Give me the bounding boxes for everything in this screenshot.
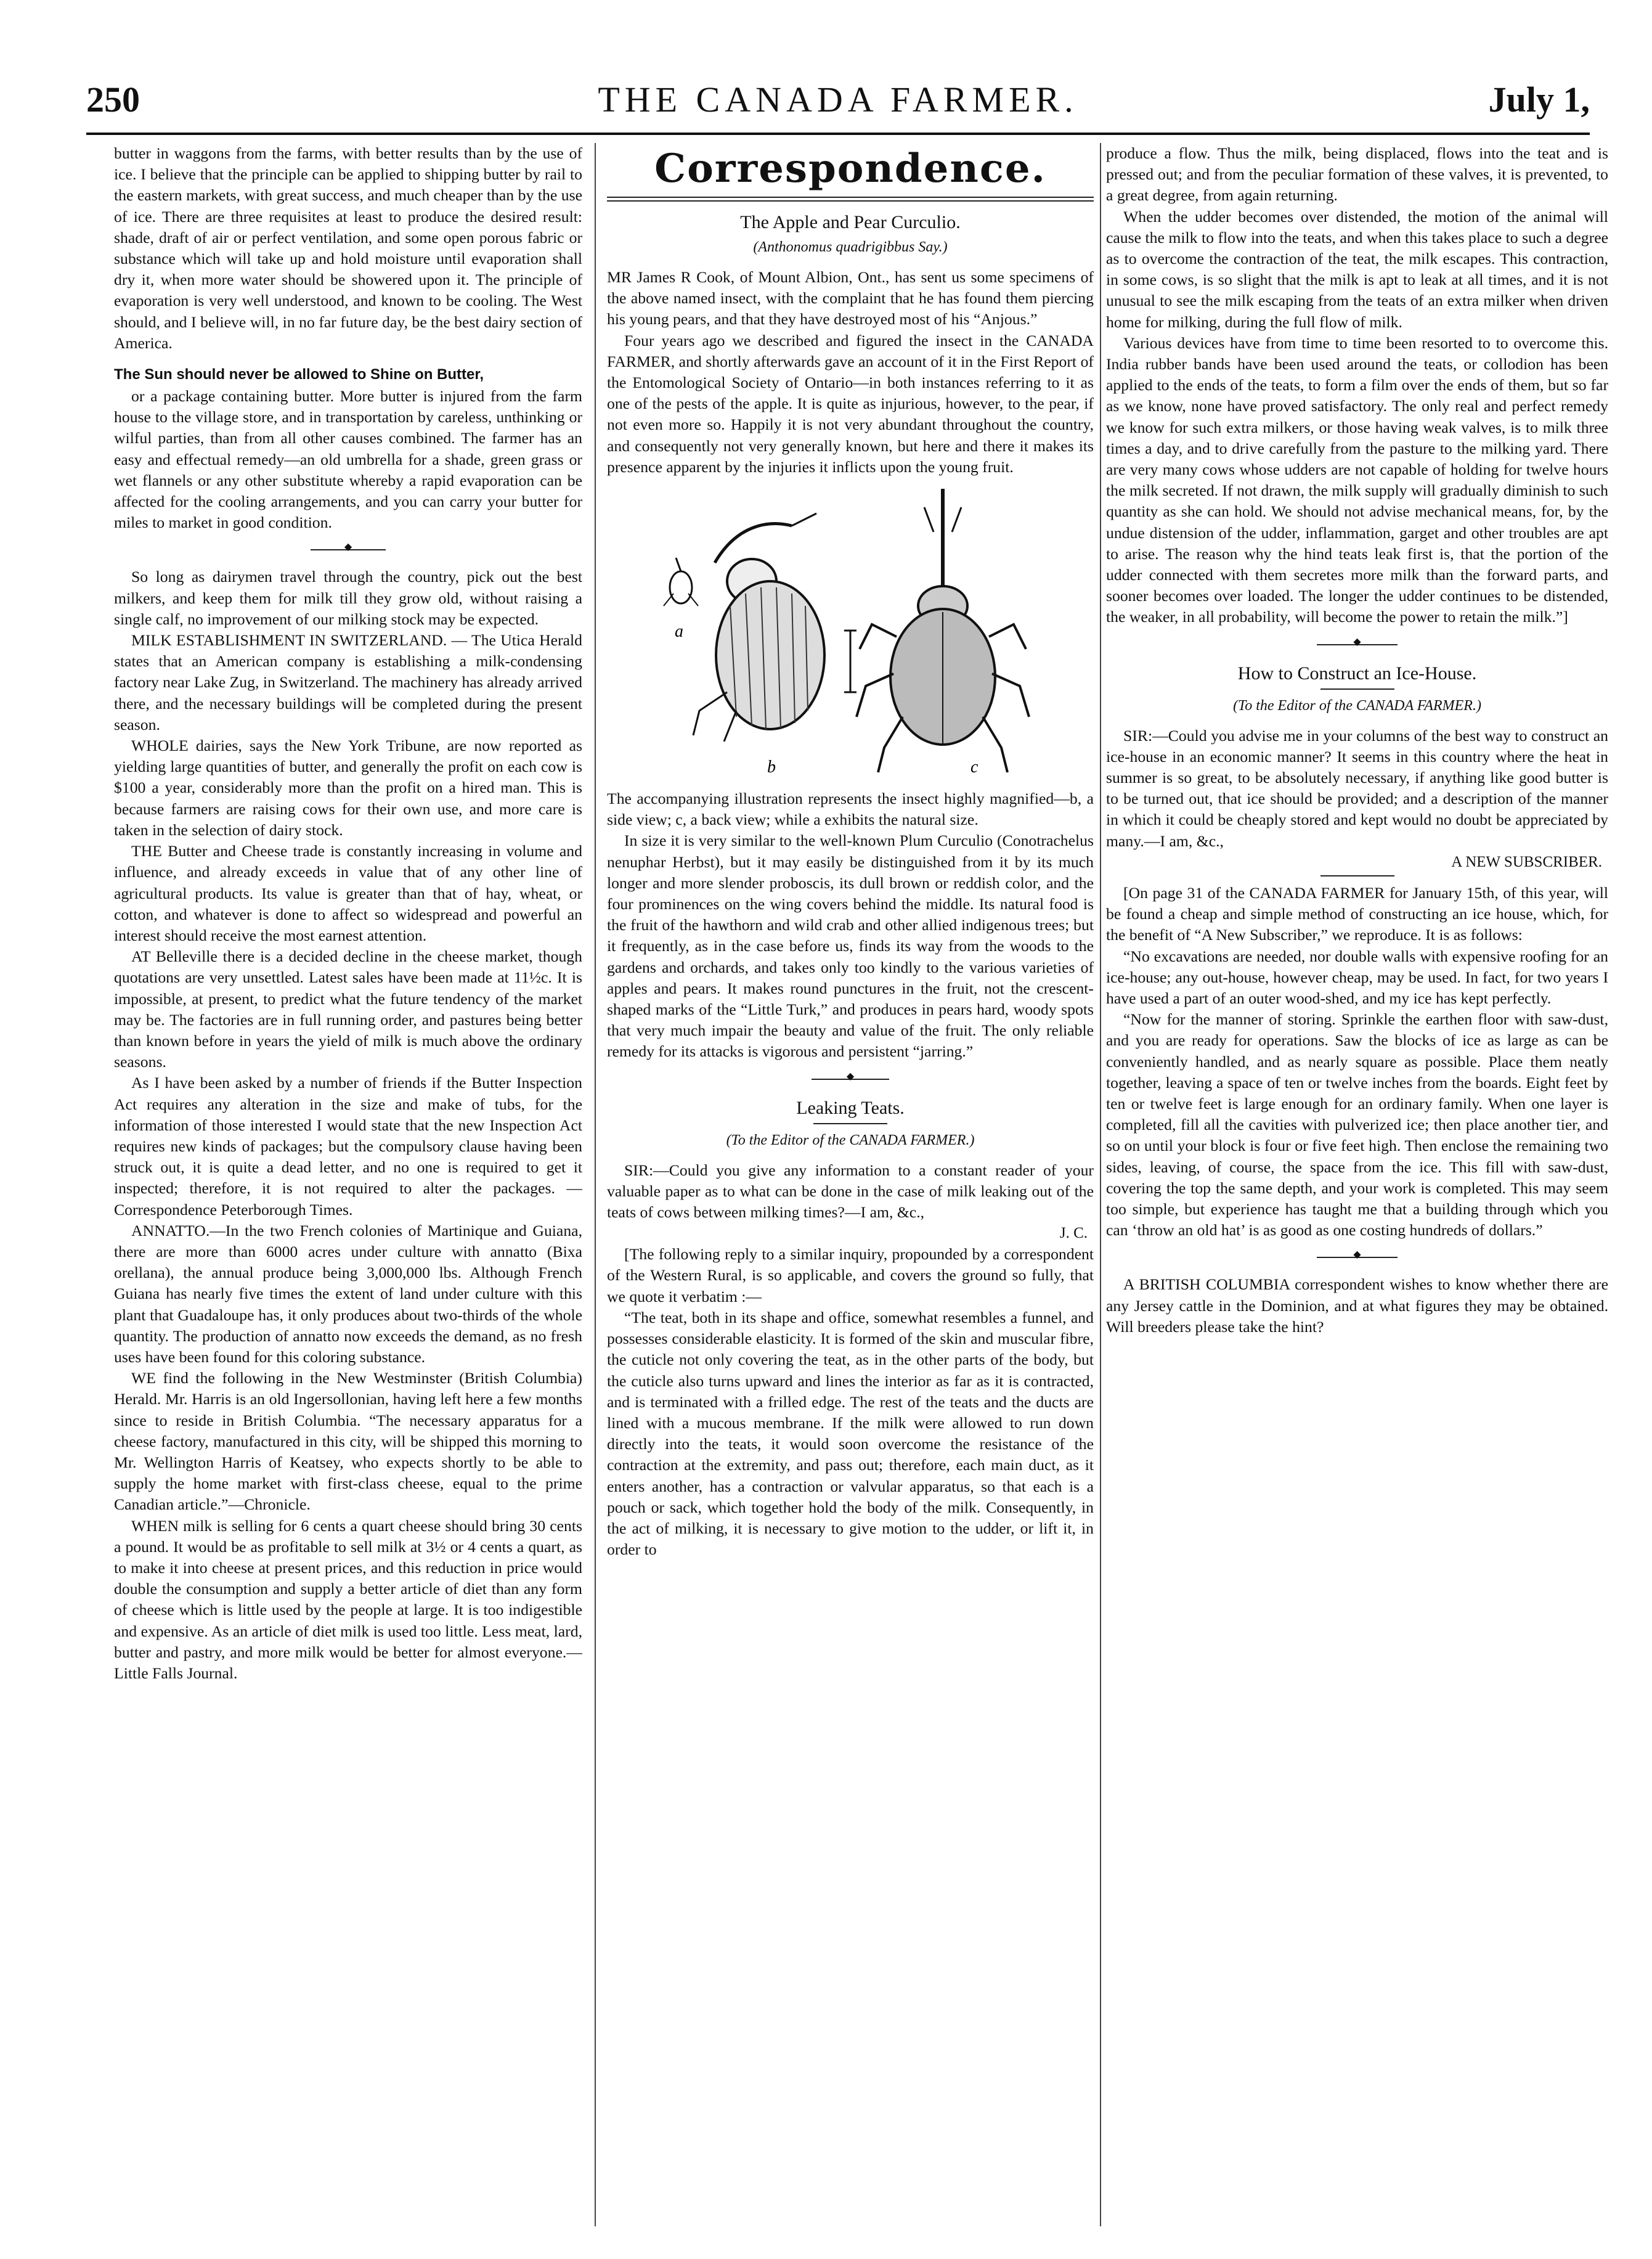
letter-paragraph: SIR:—Could you give any information to a constant reader of your valuable paper as to what can be done in the case of milk leaking out of the teats of cows between milking times?—I am, &c., — [607, 1161, 1094, 1222]
news-paragraph: So long as dairymen travel through the country, pick out the best milkers, and keep them for milk till they grow old, without raising a single calf, no improvement of our milking stock may be expected. — [114, 568, 582, 628]
section-ornament — [1106, 1254, 1608, 1260]
paragraph-heading: The Sun should never be allowed to Shine on Butter, — [114, 366, 484, 383]
weevil-natural-size — [664, 558, 698, 606]
figure-label-b: b — [767, 758, 776, 777]
page-number: 250 — [86, 80, 140, 120]
article-title: Leaking Teats. — [796, 1097, 905, 1118]
article-paragraph: produce a flow. Thus the milk, being displaced, flows into the teat and is pressed out; and from the peculiar formation of these valves, it is prevented, to a great degree, from again returning. — [1106, 144, 1608, 205]
title-rule — [813, 1123, 887, 1124]
newspaper-title: THE CANADA FARMER. — [598, 80, 1078, 120]
article-paragraph: When the udder becomes over distended, the motion of the animal will cause the milk to flow into the teats, and when this takes place to such a degree as to overcome the contraction of the teat, the milk escapes. This contraction, in some cows, is so slight that the milk is apt to leak at all times, and it is not unusual to see the milk escaping from the teats of an extra milker when driven home for milking, during the full flow of milk. — [1106, 207, 1608, 331]
figure-label-a: a — [675, 622, 683, 642]
masthead-rule — [86, 133, 1590, 135]
section-title: Correspondence. — [654, 145, 1046, 192]
weevil-engraving — [607, 489, 1094, 778]
article-paragraph: [On page 31 of the CANADA FARMER for January 15th, of this year, will be found a cheap and simple method of constructing an ice house, which, for the benefit of “A New Subscriber,” we reproduce. It is as follows: — [1106, 883, 1608, 944]
article-paragraph: Four years ago we described and figured the insect in the CANADA FARMER, and shortly afterwards gave an account of it in the First Report of the Entomological Society of Ontario—in both instances referring to it as one of the pests of the apple. It is quite as injurious, however, to the pear, if not even more so. Happily it is not very abundant throughout the country, and consequently not very generally known, but here and there it makes its presence apparent by the injuries it inflicts upon the young fruit. — [607, 331, 1094, 476]
article-paragraph: [The following reply to a similar inquiry, propounded by a correspondent of the Western Rural, is so applicable, and covers the ground so fully, that we quote it verbatim :— — [607, 1245, 1094, 1305]
news-paragraph: WHEN milk is selling for 6 cents a quart cheese should bring 30 cents a pound. It would be as profitable to sell milk at 3½ or 4 cents a quart, as to make it into cheese at present prices, and this reduction in price would double the consumption and supply a better article of diet than any form of cheese which is little used by the people at large. It is too indigestible and expensive. As an article of diet milk is used too little. Less meat, lard, butter and pastry, and more milk would be better for almost everyone.—Little Falls Journal. — [114, 1516, 582, 1683]
section-ornament — [1106, 642, 1608, 648]
article-subtitle: (Anthonomus quadrigibbus Say.) — [753, 239, 948, 255]
news-paragraph: MILK ESTABLISHMENT IN SWITZERLAND. — The Utica Herald states that an American company is establishing a milk-condensing factory near Lake Zug, in Switzerland. The machinery has already arrived there, and the necessary buildings will be completed during the present season. — [114, 631, 582, 733]
article-title: The Apple and Pear Curculio. — [740, 212, 961, 232]
title-rule — [1320, 688, 1394, 690]
news-paragraph: WHOLE dairies, says the New York Tribune, are now reported as yielding large quantities of butter, and generally the profit on each cow is $100 a year, considerably more than the profit on a hired man. This is because farmers are raising cows for their own use, and more care is taken in the selection of dairy stock. — [114, 737, 582, 839]
article-paragraph: “Now for the manner of storing. Sprinkle the earthen floor with saw-dust, and you are ready for operations. Saw the blocks of ice as large as can be conveniently handled, and as nearly square as possible. Place them neatly together, leaving a space of ten or twelve inches from the boards. Eight feet by ten or twelve feet is large enough for an ordinary family. When one layer is completed, fill all the cavities with pulverized ice; then place another tier, and so on until your block is four or five feet high. Then enclose the remaining two sides, leaving, of course, the space from the ice. This fill with saw-dust, covering the top the same depth, and your work is completed. This may seem too simple, but experience has taught me that a building through which you can ‘throw an old hat’ is as good as one costing hundreds of dollars.” — [1106, 1010, 1608, 1240]
figure-label-c: c — [970, 758, 979, 777]
news-paragraph: ANNATTO.—In the two French colonies of Martinique and Guiana, there are more than 6000 acres under culture with annatto (Bixa orellana), the annual produce being 3,000,000 lbs. Although French Guiana has nearly five times the extent of land under culture with this plant that Guadaloupe has, it only produces about two-thirds of the whole quantity. The production of annatto now exceeds the demand, as no fresh uses have been found for this coloring substance. — [114, 1221, 582, 1366]
masthead — [86, 74, 1590, 129]
column-rule — [595, 143, 596, 2226]
news-paragraph: THE Butter and Cheese trade is constantly increasing in volume and influence, and already exceeds in value that of any other line of agricultural products. Its value is greater than that of hay, wheat, or cotton, and whatever is done to affect so widespread and powerful an interest should receive the most earnest attention. — [114, 842, 582, 944]
article-paragraph: In size it is very similar to the well-known Plum Curculio (Conotrachelus nenuphar Herbst), but it may easily be distinguished from it by its much longer and more slender proboscis, its dull brown or reddish color, and the four prominences on the wing covers behind the middle. Its natural food is the fruit of the hawthorn and wild crab and other allied indigenous trees; but it frequently, as in the case before us, finds its way from the woods to the gardens and orchards, and takes only too kindly to the various varieties of apples and pears. It makes round punctures in the fruit, not the crescent-shaped marks of the “Little Turk,” and produces in pears hard, woody spots that very much impair the beauty and value of the fruit. The only reliable remedy for its attacks is vigorous and persistent “jarring.” — [607, 831, 1094, 1061]
article-paragraph: A BRITISH COLUMBIA correspondent wishes to know whether there are any Jersey cattle in the Dominion, and at what figures they may be obtained. Will breeders please take the hint? — [1106, 1275, 1608, 1336]
weevil-back-view — [857, 489, 1029, 772]
article-subtitle: (To the Editor of the CANADA FARMER.) — [1233, 697, 1481, 714]
column-1 — [114, 143, 582, 2226]
news-paragraph: WE find the following in the New Westminster (British Columbia) Herald. Mr. Harris is an old Ingersollonian, having left here a few months since to reside in British Columbia. “The necessary apparatus for a cheese factory, manufactured in this city, will be shipped this morning to Mr. Wellington Harris of Keatsey, who expects shortly to be able to supply the home market with first-class cheese, equal to the prime Canadian article.”—Chronicle. — [114, 1369, 582, 1514]
weevil-side-view — [693, 513, 824, 741]
article-paragraph: MR James R Cook, of Mount Albion, Ont., has sent us some specimens of the above named insect, with the complaint that he has found them piercing his young pears, and that they have destroyed most of his “Anjous.” — [607, 268, 1094, 329]
section-double-rule — [607, 197, 1094, 202]
section-ornament — [114, 547, 582, 553]
article-paragraph: The accompanying illustration represents the insect highly magnified—b, a side view; c, a back view; while a exhibits the natural size. — [607, 790, 1094, 829]
column-3 — [1106, 143, 1608, 2226]
section-ornament — [607, 1076, 1094, 1082]
news-paragraph: butter in waggons from the farms, with better results than by the use of ice. I believe that the principle can be applied to shipping butter by rail to the eastern markets, with great success, and much cheaper than by the use of ice. There are three requisites at least to produce the desired result: shade, draft of air or perfect ventilation, and some open porous fabric or substance which will take up and hold moisture until evaporation shall dry it, when more water should be showered upon it. The principle of evaporation is very well understood, and known to be cooling. The West should, and I believe will, in no far future day, be the best dairy section of America. — [114, 144, 582, 352]
letter-paragraph: SIR:—Could you advise me in your columns of the best way to construct an ice-house in an economic manner? It seems in this country where the heat in summer is so great, to be absolutely necessary, if anything like good butter is to be turned out, that ice should be provided; and a description of the manner in which it could be cheaply stored and kept would no doubt be appreciated by many.—I am, &c., — [1106, 726, 1608, 850]
news-paragraph: or a package containing butter. More butter is injured from the farm house to the village store, and in transportation by careless, unthinking or wilful parties, than from all other causes combined. The farmer has an easy and effectual remedy—an old umbrella for a shade, green grass or wet flannels or any other substitute whereby a rapid evaporation can be affected for the cooling arrangements, and you can carry your butter for miles to market in good condition. — [114, 387, 582, 532]
letter-signature: A NEW SUBSCRIBER. — [1451, 853, 1602, 870]
column-2 — [607, 143, 1094, 2226]
column-rule — [1100, 143, 1101, 2226]
article-title: How to Construct an Ice-House. — [1237, 663, 1477, 684]
news-paragraph: As I have been asked by a number of friends if the Butter Inspection Act requires any alteration in the size and make of tubs, for the information of those interested I would state that the new Inspection Act requires new kinds of packages; but the compulsory clause having been struck out, it is quite a dead letter, and no one is required to get it inspected; therefore, it is not required to alter the packages. —Correspondence Peterborough Times. — [114, 1074, 582, 1219]
curculio-illustration — [607, 489, 1094, 778]
article-paragraph: Various devices have from time to time been resorted to to overcome this. India rubber bands have been used around the teats, or collodion has been applied to the ends of the teats, to form a film over the ends of them, but so far as we know, none have proved satisfactory. The only real and perfect remedy we know for such extra milkers, or those having weak valves, is to milk three times a day, and to drive carefully from the pasture to the milking yard. There are very many cows whose udders are not capable of holding for twelve hours the milk secreted. If not drawn, the milk supply will gradually diminish to such quantity as she can hold. We should not advise mechanical means, for, by the undue distension of the udder, inflammation, garget and other troubles are apt to arise. The reason why the hind teats leak first is, that the portion of the udder connected with them secretes more milk than the forward parts, and sooner becomes over loaded. The longer the udder continues to be distended, the weaker, in all probability, will become the power to retain the milk.”] — [1106, 333, 1608, 626]
news-paragraph: AT Belleville there is a decided decline in the cheese market, though quotations are very unsettled. Latest sales have been made at 11½c. It is impossible, at present, to predict what the future tendency of the market may be. The factories are in full running order, and pastures being better than known before in years the yield of milk is much above the ordinary seasons. — [114, 947, 582, 1071]
letter-signature: J. C. — [1059, 1225, 1088, 1242]
article-subtitle: (To the Editor of the CANADA FARMER.) — [726, 1132, 975, 1148]
article-paragraph: “No excavations are needed, nor double walls with expensive roofing for an ice-house; any out-house, however cheap, may be used. In fact, for two years I have used a part of an outer wood-shed, and my ice has kept perfectly. — [1106, 947, 1608, 1007]
signature-rule — [1320, 875, 1394, 876]
issue-date: July 1, — [1488, 80, 1590, 120]
article-paragraph: “The teat, both in its shape and office, somewhat resembles a funnel, and possesses considerable elasticity. It is formed of the skin and muscular fibre, the cuticle not only covering the teat, as in the other parts of the body, but the cuticle also turns upward and lines the interior as far as it is contracted, and is terminated with a frilled edge. The rest of the teats and the ducts are lined with a mucous membrane. If the milk were allowed to run down directly into the teats, it would soon overcome the resistance of the contraction at the extremity, and pass out; therefore, each main duct, as it enters another, has a contraction or valvular apparatus, so that each is a pouch or sack, which together hold the body of the milk. Consequently, in the act of milking, it is necessary to give motion to the udder, or lift it, in order to — [607, 1308, 1094, 1559]
